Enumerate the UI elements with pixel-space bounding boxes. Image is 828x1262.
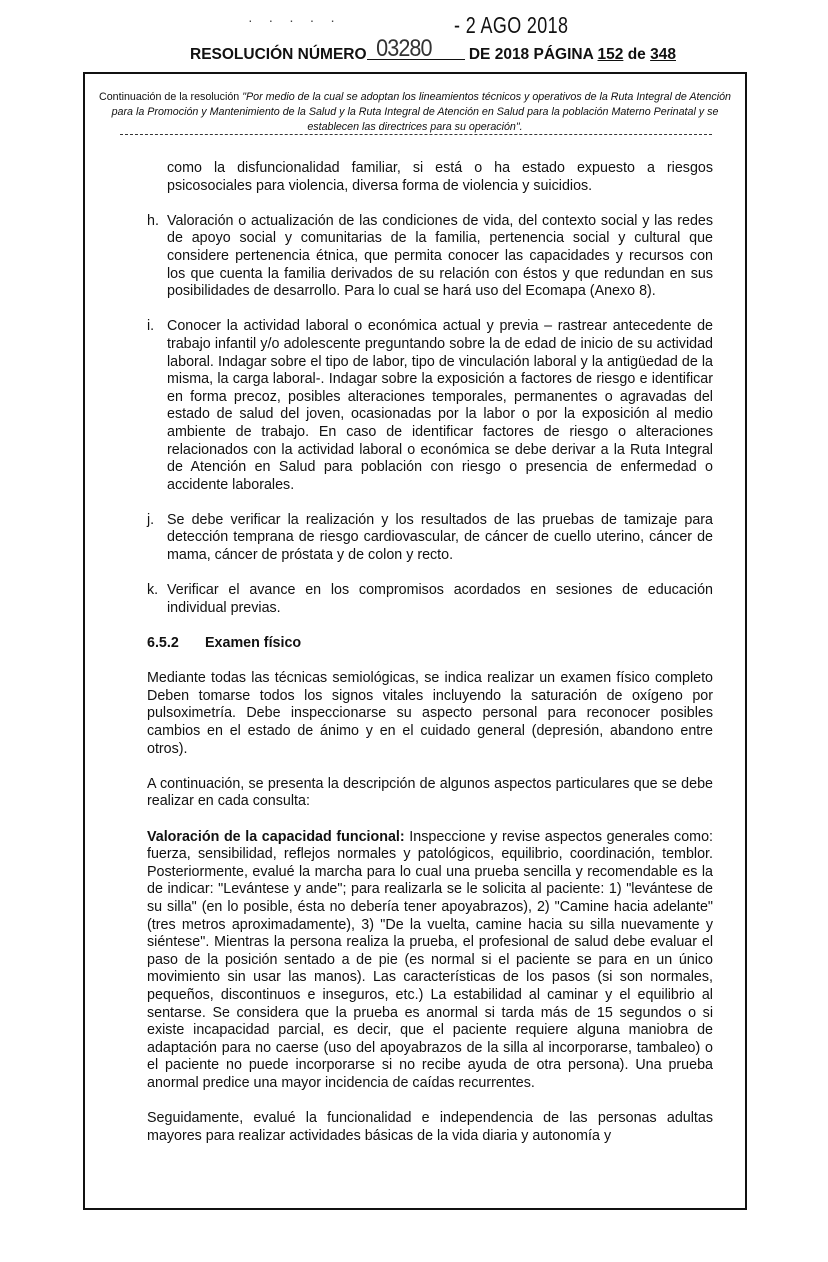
- document-body: [147, 160, 713, 1163]
- stamp-speckles: · · · · ·: [248, 12, 341, 28]
- resolution-number-handwritten: 03280: [375, 35, 432, 62]
- list-item-text: Valoración o actualización de las condiciones de vida, del contexto social y las redes de apoyo social y comunitarias de la familia, pertenencia social y cultural que considere pertenencia étnica, que permita conocer las capacidades y recursos con los que cuenta la familia derivados de su relación con éstos y que redundan en sus posibilidades de desarrollo. Para lo cual se hará uso del Ecomapa (Anexo 8).: [167, 212, 713, 300]
- paragraph-intro-aspects: A continuación, se presenta la descripción de algunos aspectos particulares que se debe realizar en cada consulta:: [147, 775, 713, 810]
- list-marker: i.: [147, 318, 155, 335]
- resolution-label: RESOLUCIÓN NÚMERO: [190, 46, 367, 63]
- continuation-note: [98, 90, 732, 135]
- list-marker: k.: [147, 582, 159, 599]
- section-number: 6.5.2: [147, 635, 179, 652]
- list-item-text: Verificar el avance en los compromisos acordados en sesiones de educación individual previas.: [167, 582, 713, 616]
- continuation-lead: Continuación de la resolución: [99, 91, 243, 103]
- dashed-divider: [120, 134, 712, 135]
- paragraph-functionality: Seguidamente, evalué la funcionalidad e independencia de las personas adultas mayores para realizar actividades básicas de la vida diaria y autonomía y: [147, 1110, 713, 1144]
- list-item-k: [147, 582, 713, 617]
- section-heading: [147, 635, 713, 653]
- continuation-title: "Por medio de la cual se adoptan los lineamientos técnicos y operativos de la Ruta Integral de Atención para la Promoción y Mantenimiento de la Salud y la Ruta Integral de Atención en Salud para la población Materno Perinatal y se establecen las directrices para su operación".: [111, 91, 731, 133]
- stamp-date: - 2 AGO 2018: [454, 12, 569, 38]
- resolution-year-page-label: DE 2018 PÁGINA: [468, 46, 594, 63]
- functional-capacity-text: Inspeccione y revise aspectos generales como: fuerza, sensibilidad, reflejos normales y patológicos, equilibrio, coordinación, temblor. Posteriormente, evalué la marcha para lo cual una prueba sencilla y recomendable es la de indicar: "Levántese y ande"; para realizarla se le solicita al paciente: 1) "levántese de su silla" (en lo posible, ésta no debería tener apoyabrazos), 2) "Camine hacia adelante" (tres metros aproximadamente), 3) "De la vuelta, camine hacia su silla nuevamente y siéntese". Mientras la persona realiza la prueba, el profesional de salud debe evaluar el paso de la posición sentado a de pie (es normal si el paciente se para en un único movimiento sin usar las manos). Las características de los pasos (si son normales, pequeños, discontinuos e inseguros, etc.) La estabilidad al caminar y el equilibrio al sentarse. Se considera que la prueba es anormal si tarda más de 15 segundos o si existe incapacidad parcial, es decir, que el paciente requiere alguna maniobra de adaptación para no caerse (uso del apoyabrazos de la silla al incorporarse, tambaleo) o el paciente no puede incorporarse si no recibe ayuda de otra persona). Una prueba anormal predice una mayor incidencia de caídas recurrentes.: [147, 828, 713, 1091]
- resolution-header: [190, 35, 676, 64]
- continued-list-item-text: como la disfuncionalidad familiar, si está o ha estado expuesto a riesgos psicosociales para violencia, diversa forma de violencia y suicidios.: [167, 160, 713, 194]
- section-title: Examen físico: [205, 635, 302, 652]
- list-item-text: Conocer la actividad laboral o económica actual y previa – rastrear antecedente de trabajo infantil y/o adolescente preguntando sobre la de edad de inicio de su actividad laboral. Indagar sobre el tipo de labor, tipo de vinculación laboral y la antigüedad de la misma, la carga laboral-. Indagar sobre la exposición a factores de riesgo e identificar en forma precoz, posibles alteraciones temporales, permanentes o agravadas del estado de salud del joven, ocasionadas por la labor o por la exposición al medio ambiente de trabajo. En caso de identificar factores de riesgo o alteraciones relacionados con la actividad laboral o económica se debe derivar a la Ruta Integral de Atención en Salud para población con riesgo o presencia de enfermedad o accidente laborales.: [167, 318, 713, 493]
- functional-capacity-label: Valoración de la capacidad funcional:: [147, 828, 405, 845]
- list-item-i: [147, 318, 713, 494]
- list-item-text: Se debe verificar la realización y los resultados de las pruebas de tamizaje para detección temprana de riesgo cardiovascular, de cáncer de cuello uterino, cáncer de mama, cáncer de próstata y de colon y recto.: [167, 511, 713, 564]
- page-total: 348: [650, 46, 676, 63]
- page-current: 152: [597, 46, 624, 63]
- list-marker: h.: [147, 212, 159, 229]
- list-marker: j.: [147, 511, 155, 528]
- page-separator: de: [627, 46, 646, 63]
- resolution-number-field: [367, 35, 465, 62]
- paragraph-functional-capacity: [147, 829, 713, 1093]
- list-item-h: [147, 213, 713, 301]
- paragraph-physical-exam: Mediante todas las técnicas semiológicas, se indica realizar un examen físico completo Deben tomarse todos los signos vitales incluyendo la saturación de oxígeno por pulsoximetría. Debe inspeccionarse su aspecto personal para reconocer posibles cambios en el estado de ánimo y en el cuidado general (depresión, abandono entre otros).: [147, 670, 713, 757]
- list-item-j: [147, 512, 713, 565]
